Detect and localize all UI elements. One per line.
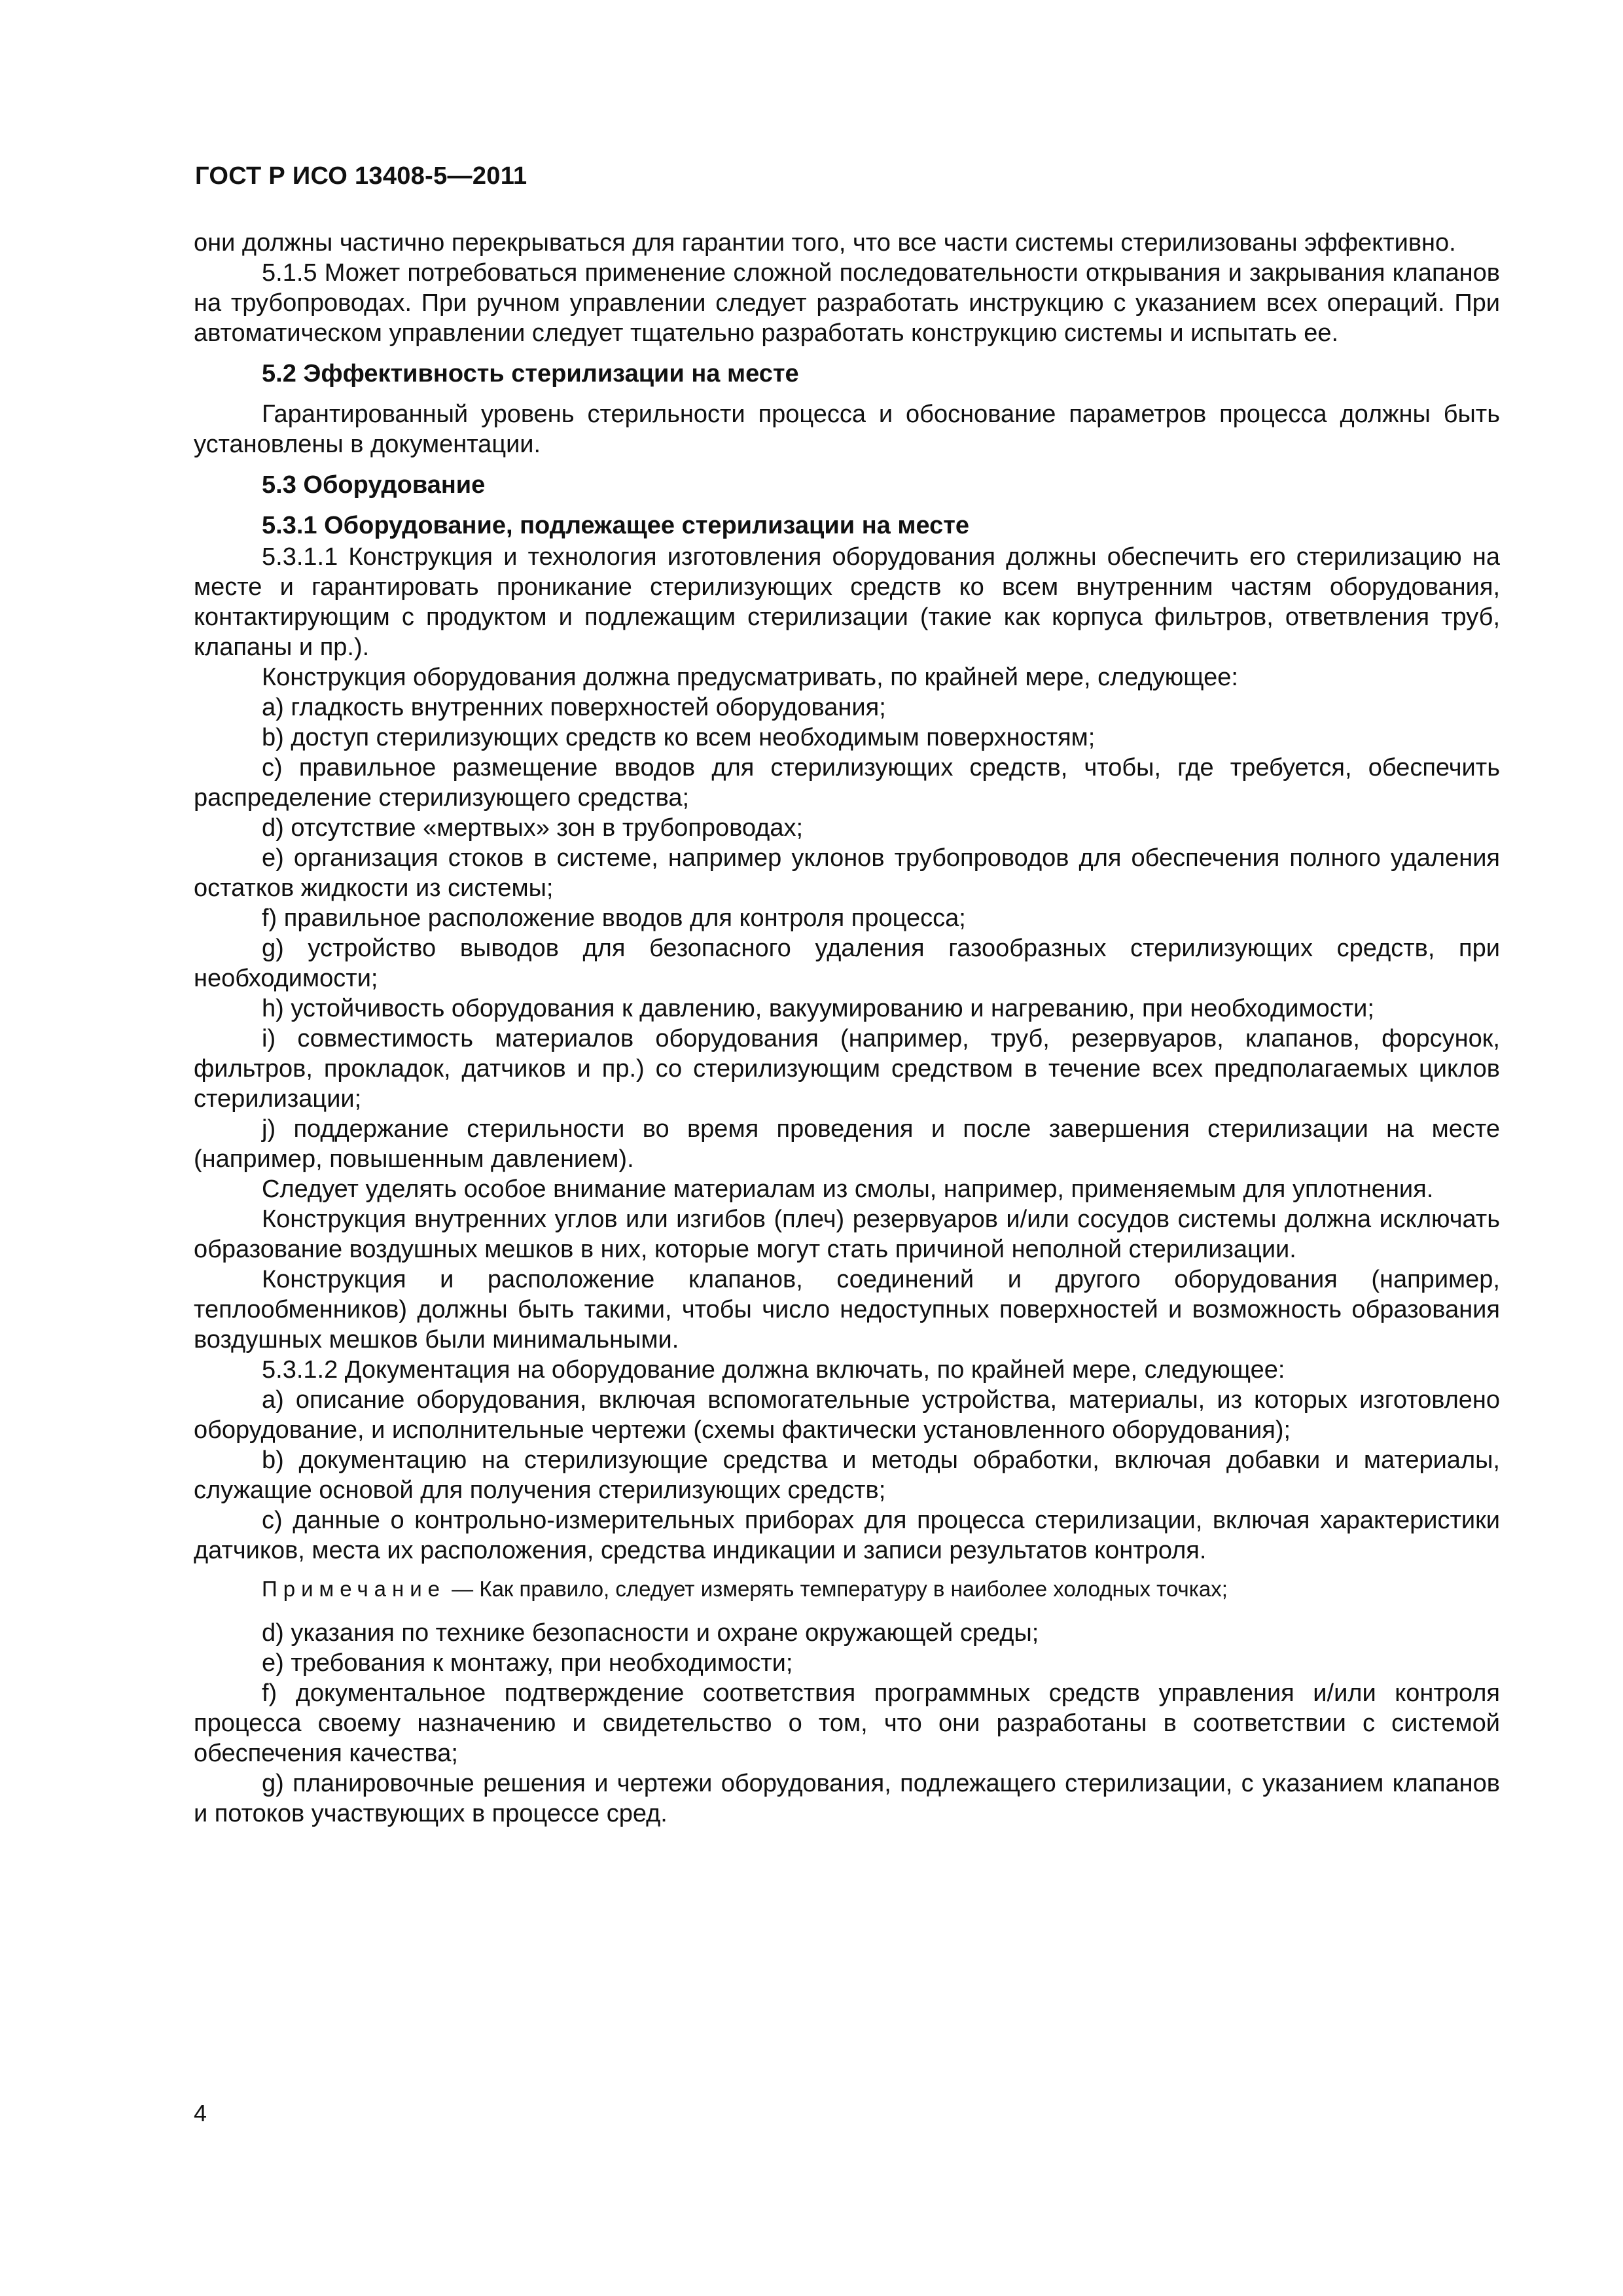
note-text: — Как правило, следует измерять температуру в наиболее холодных точках; xyxy=(446,1577,1228,1601)
section-heading-5-3: 5.3 Оборудование xyxy=(262,471,486,499)
paragraph: Конструкция внутренних углов или изгибов (плеч) резервуаров и/или сосудов системы должна исключать образование воздушных мешков в них, которые могут стать причиной неполной стерилизации. xyxy=(194,1206,1500,1263)
note-label: Примечание xyxy=(262,1577,446,1601)
list-item-g: g) планировочные решения и чертежи оборудования, подлежащего стерилизации, с указанием клапанов и потоков участвующих в процессе сред. xyxy=(194,1770,1500,1827)
page-number: 4 xyxy=(194,2100,207,2126)
list-item-a: a) описание оборудования, включая вспомогательные устройства, материалы, из которых изготовлено оборудование, и исполнительные чертежи (схемы фактически установленного оборудования); xyxy=(194,1386,1500,1444)
note xyxy=(194,1575,1500,1604)
paragraph: Гарантированный уровень стерильности процесса и обоснование параметров процесса должны быть установлены в документации. xyxy=(194,401,1500,458)
list-item-d: d) отсутствие «мертвых» зон в трубопроводах; xyxy=(262,814,804,842)
list-item-e: e) требования к монтажу, при необходимости; xyxy=(262,1649,793,1677)
list-item-f: f) документальное подтверждение соответствия программных средств управления и/или контроля процесса своему назначению и свидетельство о том, что они разработаны в соответствии с системой обеспечения качества; xyxy=(194,1679,1500,1767)
paragraph-5-3-1-1: 5.3.1.1 Конструкция и технология изготовления оборудования должны обеспечить его стерилизацию на месте и гарантировать проникание стерилизующих средств ко всем внутренним частям оборудования, контактирующим с продуктом и подлежащим стерилизации (такие как корпуса фильтров, ответвления труб, клапаны и пр.). xyxy=(194,543,1500,661)
document-header: ГОСТ Р ИСО 13408-5—2011 xyxy=(195,162,527,190)
list-item-h: h) устойчивость оборудования к давлению, вакуумированию и нагреванию, при необходимости; xyxy=(262,995,1374,1022)
list-item-c: c) данные о контрольно-измерительных приборах для процесса стерилизации, включая характеристики датчиков, места их расположения, средства индикации и записи результатов контроля. xyxy=(194,1507,1500,1564)
paragraph: Следует уделять особое внимание материалам из смолы, например, применяемым для уплотнения. xyxy=(262,1175,1434,1203)
paragraph-5-1-5: 5.1.5 Может потребоваться применение сложной последовательности открывания и закрывания клапанов на трубопроводах. При ручном управлении следует разработать инструкцию с указанием всех операций. При автоматическом управлении следует тщательно разработать конструкцию системы и испытать ее. xyxy=(194,259,1500,347)
list-item-g: g) устройство выводов для безопасного удаления газообразных стерилизующих средств, при необходимости; xyxy=(194,935,1500,992)
list-item-f: f) правильное расположение вводов для контроля процесса; xyxy=(262,905,966,932)
paragraph: Конструкция и расположение клапанов, соединений и другого оборудования (например, теплообменников) должны быть такими, чтобы число недоступных поверхностей и возможность образования воздушных мешков были минимальными. xyxy=(194,1266,1500,1354)
paragraph: Конструкция оборудования должна предусматривать, по крайней мере, следующее: xyxy=(262,664,1238,691)
list-item-a: a) гладкость внутренних поверхностей оборудования; xyxy=(262,694,886,721)
list-item-e: e) организация стоков в системе, например уклонов трубопроводов для обеспечения полного удаления остатков жидкости из системы; xyxy=(194,844,1500,902)
list-item-b: b) документацию на стерилизующие средства и методы обработки, включая добавки и материалы, служащие основой для получения стерилизующих средств; xyxy=(194,1446,1500,1504)
section-heading-5-2: 5.2 Эффективность стерилизации на месте xyxy=(262,360,799,387)
paragraph-5-3-1-2: 5.3.1.2 Документация на оборудование должна включать, по крайней мере, следующее: xyxy=(262,1356,1285,1384)
list-item-d: d) указания по технике безопасности и охране окружающей среды; xyxy=(262,1619,1039,1647)
list-item-c: c) правильное размещение вводов для стерилизующих средств, чтобы, где требуется, обеспечить распределение стерилизующего средства; xyxy=(194,754,1500,812)
paragraph-continuation: они должны частично перекрываться для гарантии того, что все части системы стерилизованы эффективно. xyxy=(194,229,1456,257)
list-item-j: j) поддержание стерильности во время проведения и после завершения стерилизации на месте (например, повышенным давлением). xyxy=(194,1115,1500,1173)
document-body xyxy=(194,228,1500,1829)
list-item-b: b) доступ стерилизующих средств ко всем необходимым поверхностям; xyxy=(262,724,1096,751)
section-heading-5-3-1: 5.3.1 Оборудование, подлежащее стерилизации на месте xyxy=(262,512,969,539)
list-item-i: i) совместимость материалов оборудования (например, труб, резервуаров, клапанов, форсунок, фильтров, прокладок, датчиков и пр.) со стерилизующим средством в течение всех предполагаемых циклов стерилизации; xyxy=(194,1025,1500,1113)
